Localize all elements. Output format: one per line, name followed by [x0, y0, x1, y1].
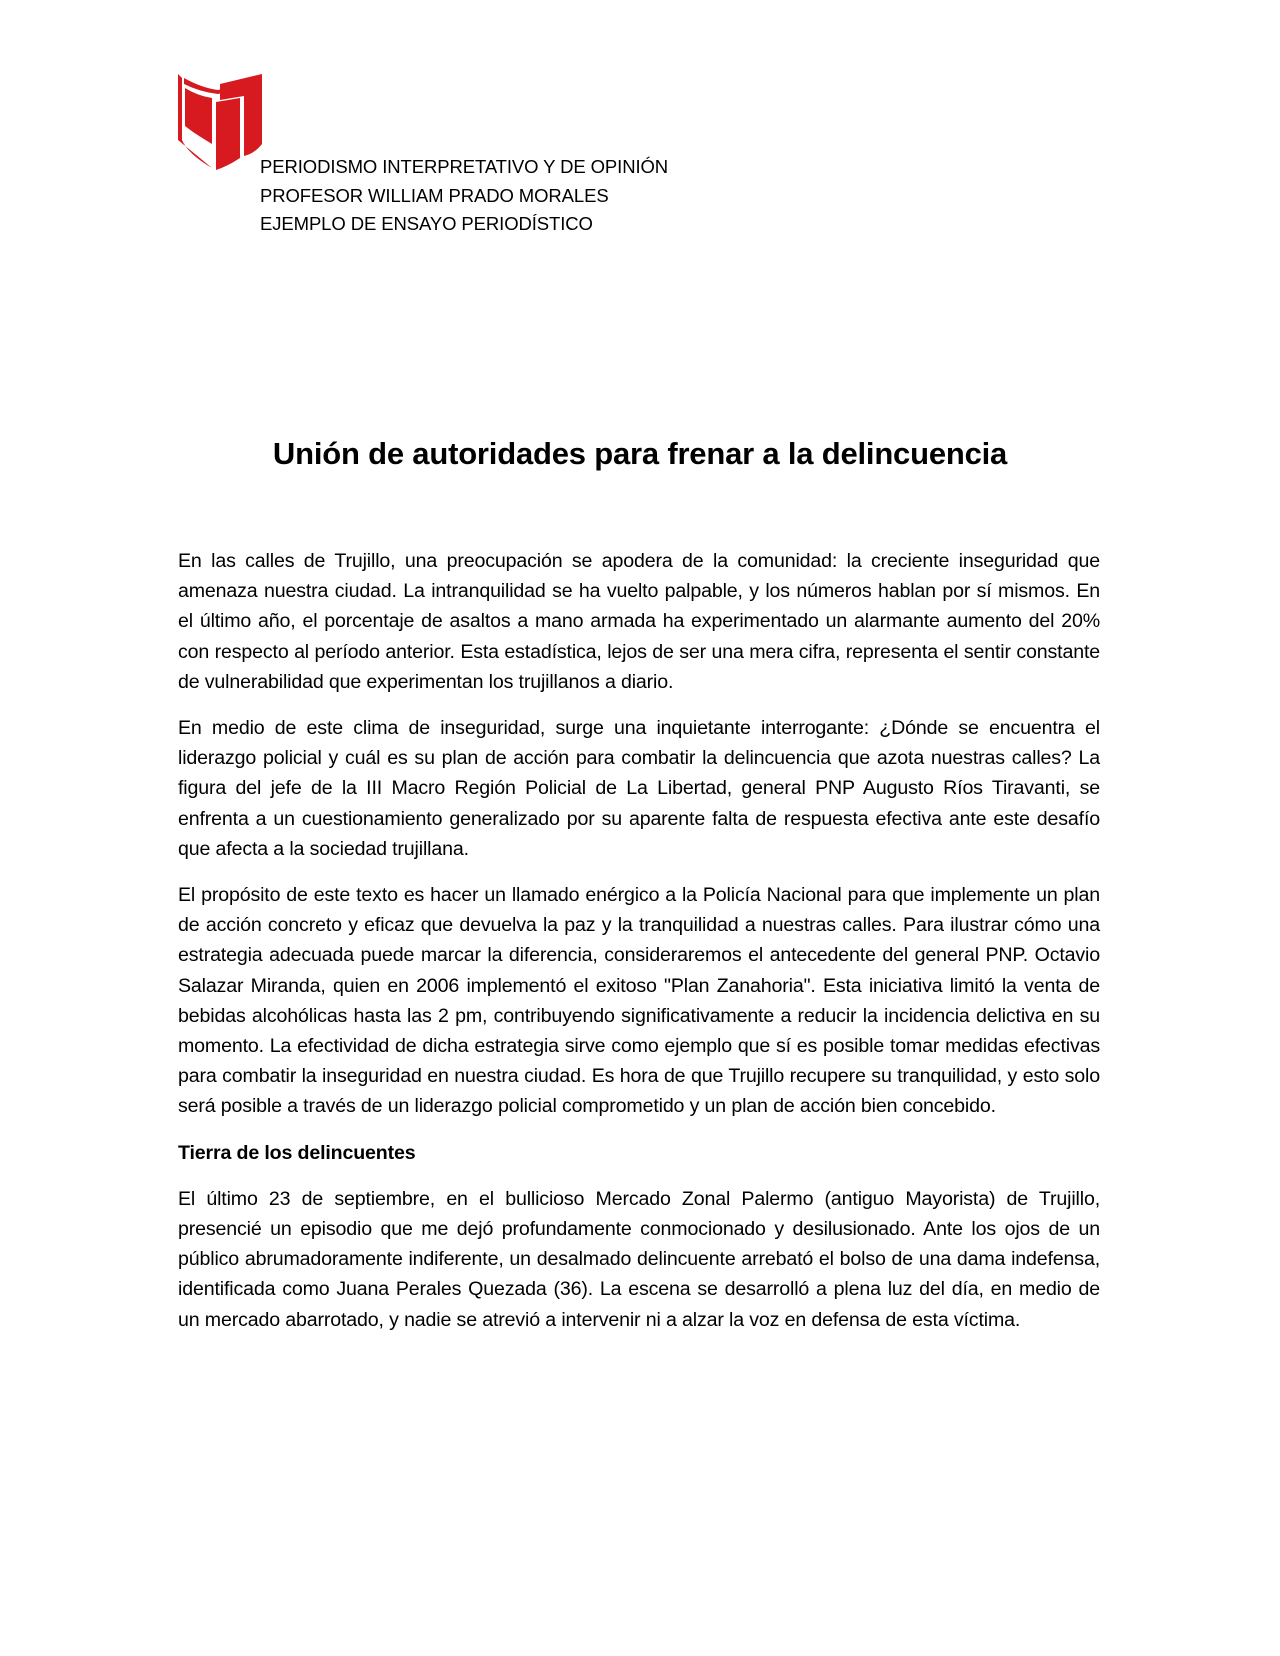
course-header: [260, 153, 668, 239]
paragraph-3: El propósito de este texto es hacer un llamado enérgico a la Policía Nacional para que implemente un plan de acción concreto y eficaz que devuelva la paz y la tranquilidad a nuestras calles. Para ilustrar cómo una estrategia adecuada puede marcar la diferencia, consideraremos el antecedente del general PNP. Octavio Salazar Miranda, quien en 2006 implementó el exitoso "Plan Zanahoria". Esta iniciativa limitó la venta de bebidas alcohólicas hasta las 2 pm, contribuyendo significativamente a reducir la incidencia delictiva en su momento. La efectividad de dicha estrategia sirve como ejemplo que sí es posible tomar medidas efectivas para combatir la inseguridad en nuestra ciudad. Es hora de que Trujillo recupere su tranquilidad, y esto solo será posible a través de un liderazgo policial comprometido y un plan de acción bien concebido.: [178, 884, 1100, 1118]
paragraph-2: En medio de este clima de inseguridad, surge una inquietante interrogante: ¿Dónde se encuentra el liderazgo policial y cuál es su plan de acción para combatir la delincuencia que azota nuestras calles? La figura del jefe de la III Macro Región Policial de La Libertad, general PNP Augusto Ríos Tiravanti, se enfrenta a un cuestionamiento generalizado por su aparente falta de respuesta efectiva ante este desafío que afecta a la sociedad trujillana.: [178, 717, 1100, 860]
paragraph-4: El último 23 de septiembre, en el bullicioso Mercado Zonal Palermo (antiguo Mayorista) de Trujillo, presencié un episodio que me dejó profundamente conmocionado y desilusionado. Ante los ojos de un público abrumadoramente indiferente, un desalmado delincuente arrebató el bolso de una dama indefensa, identificada como Juana Perales Quezada (36). La escena se desarrolló a plena luz del día, en medio de un mercado abarrotado, y nadie se atrevió a intervenir ni a alzar la voz en defensa de esta víctima.: [178, 1187, 1100, 1331]
document-type: EJEMPLO DE ENSAYO PERIODÍSTICO: [260, 213, 593, 234]
essay-body: [178, 546, 1100, 1351]
professor-name: PROFESOR WILLIAM PRADO MORALES: [260, 184, 609, 206]
logo-shield-shape: [178, 74, 262, 170]
section-subheading: Tierra de los delincuentes: [178, 1141, 416, 1164]
course-name: PERIODISMO INTERPRETATIVO Y DE OPINIÓN: [260, 156, 669, 177]
essay-title: Unión de autoridades para frenar a la delincuencia: [272, 436, 1008, 471]
university-shield-logo-icon: [178, 74, 262, 174]
paragraph-1: En las calles de Trujillo, una preocupación se apodera de la comunidad: la creciente inseguridad que amenaza nuestra ciudad. La intranquilidad se ha vuelto palpable, y los números hablan por sí mismos. En el último año, el porcentaje de asaltos a mano armada ha experimentado un alarmante aumento del 20% con respecto al período anterior. Esta estadística, lejos de ser una mera cifra, representa el sentir constante de vulnerabilidad que experimentan los trujillanos a diario.: [178, 550, 1100, 693]
